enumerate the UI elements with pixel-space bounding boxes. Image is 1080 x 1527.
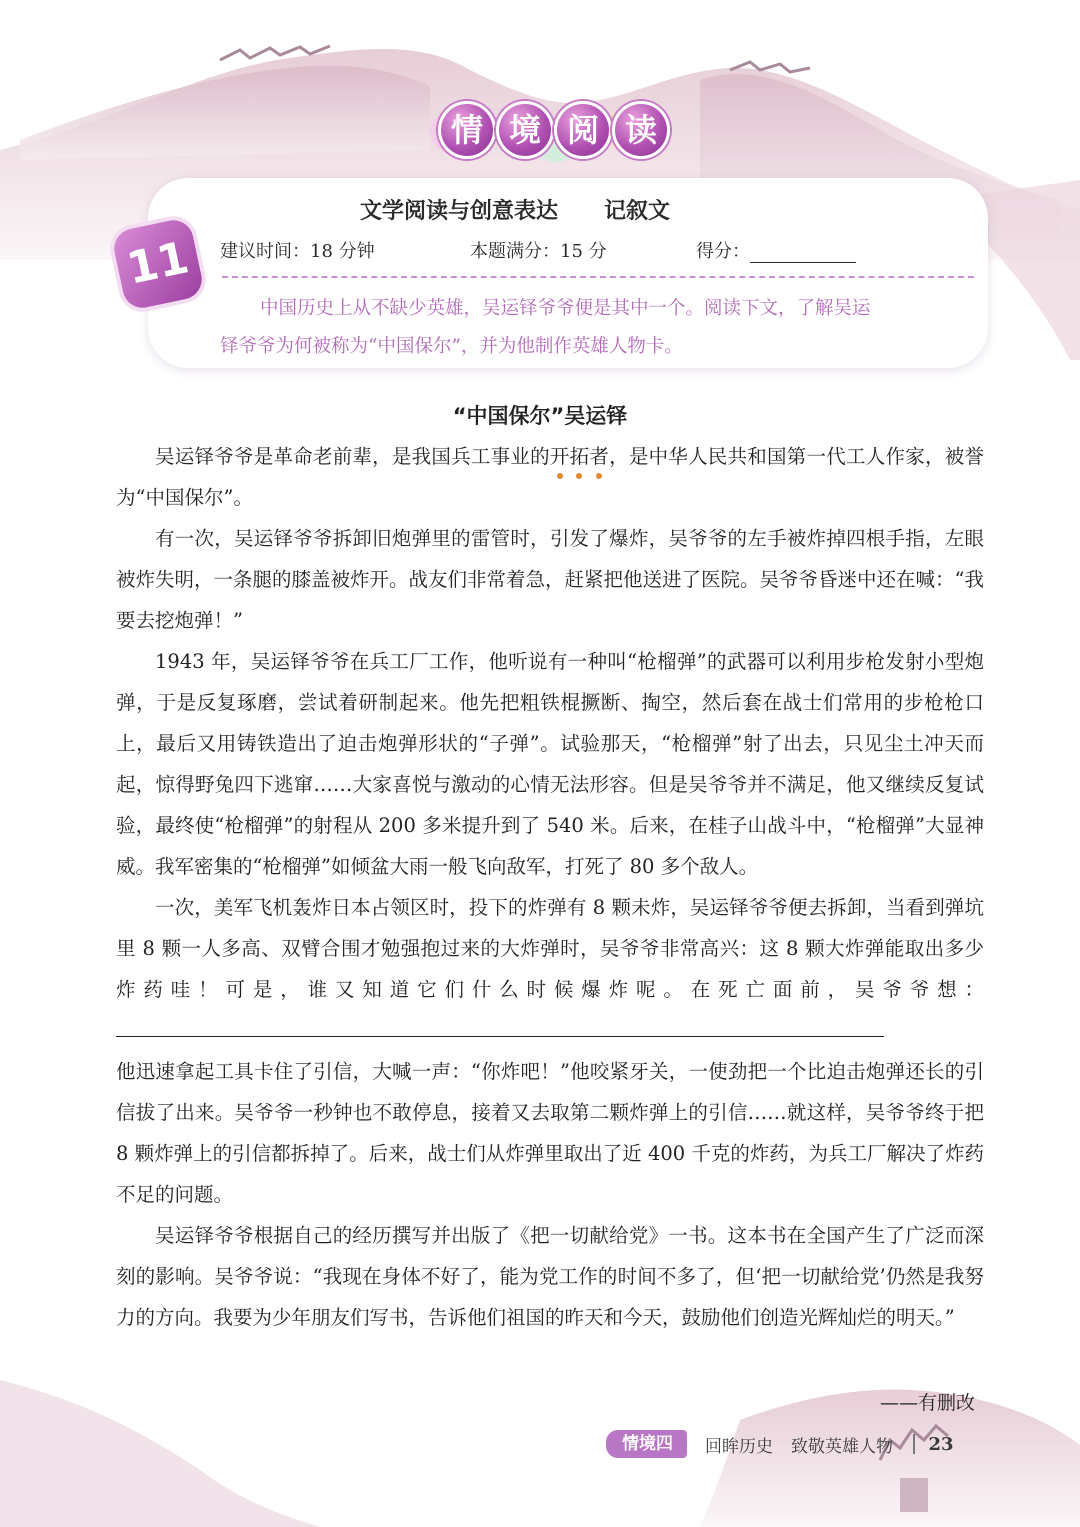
paragraph-text: 1943 年，吴运铎爷爷在兵工厂工作，他听说有一种叫“枪榴弹”的武器可以利用步枪发射小型炮弹，于是反复琢磨，尝试着研制起来。他先把粗铁棍撅断、掏空，然后套在战士们常用的步枪枪口上，最后又用铸铁造出了迫击炮弹形状的“子弹”。试验那天，“枪榴弹”射了出去，只见尘土冲天而起，惊得野兔四下逃窜……大家喜悦与激动的心情无法形容。但是吴爷爷并不满足，他又继续反复试验，最终使“枪榴弹”的射程从 200 多米提升到了 540 米。后来，在桂子山战斗中，“枪榴弹” bbox=[116, 650, 984, 837]
page-footer bbox=[606, 1430, 954, 1458]
paragraph-5: 吴运铎爷爷根据自己的经历撰写并出版了《把一切献给党》一书。这本书在全国产生了广泛而深刻的影响。吴爷爷说：“我现在身体不好了，能为党工作的时间不多了，但‘把一切献给党’仍然是我努力的方向。我要为少年朋友们写书，告诉他们祖国的昨天和今天，鼓励他们创造光辉灿烂的明天。” bbox=[116, 1224, 984, 1329]
footer-subsection: 致敬英雄人物 bbox=[791, 1436, 893, 1457]
banner-char: 阅 bbox=[554, 101, 612, 159]
answer-blank[interactable] bbox=[116, 1014, 884, 1037]
page-number: 23 bbox=[928, 1433, 954, 1455]
card-title bbox=[360, 194, 670, 225]
card-title-genre: 记叙文 bbox=[604, 199, 671, 224]
intro-line: 中国历史上从不缺少英雄，吴运铎爷爷便是其中一个。阅读下文，了解吴运 bbox=[260, 298, 871, 319]
suggested-time: 建议时间：18 分钟 bbox=[220, 241, 375, 262]
card-title-main: 文学阅读与创意表达 bbox=[360, 199, 559, 224]
score-label: 得分： bbox=[696, 241, 750, 262]
footer-section: 回眸历史 bbox=[705, 1436, 773, 1457]
full-score: 本题满分：15 分 bbox=[470, 241, 607, 262]
intro-text bbox=[220, 290, 980, 366]
section-banner bbox=[438, 98, 670, 162]
paragraph-2: 有一次，吴运铎爷爷拆卸旧炮弹里的雷管时，引发了爆炸，吴爷爷的左手被炸掉四根手指，左眼被炸失明，一条腿的膝盖被炸开。战友们非常着急，赶紧把他送进了医院。吴爷爷昏迷中还在喊：“我要去挖炮弹！” bbox=[116, 527, 984, 632]
banner-char: 读 bbox=[612, 101, 670, 159]
chapter-tag: 情境四 bbox=[606, 1430, 687, 1458]
paragraph-text: 。我军密集的“枪榴弹”如倾盆大雨一般飞向敌军，打死了 80 多个敌人。 bbox=[135, 855, 759, 878]
paragraph-text: ，是中华人民共和国第一代工人作家，被誉为“中国保尔”。 bbox=[116, 445, 984, 509]
paragraph-3 bbox=[116, 641, 984, 887]
banner-char: 情 bbox=[438, 101, 496, 159]
article-body bbox=[116, 436, 984, 1338]
paragraph-text: 一次，美军飞机轰炸日本占领区时，投下的炸弹有 8 颗未炸，吴运铎爷爷便去拆卸，当看到弹坑里 8 颗一人多高、双臂合围才勉强抱过来的大炸弹时，吴爷爷非常高兴：这 8 颗大炸弹能取出多少炸药哇！可是，谁又知道它们什么时候爆炸呢。在死亡面前，吴爷爷想： bbox=[116, 896, 984, 1001]
paragraph-4 bbox=[116, 887, 984, 1051]
footer-separator bbox=[913, 1434, 915, 1454]
score-blank[interactable] bbox=[750, 244, 856, 263]
dashed-divider bbox=[222, 276, 974, 278]
emphasized-text: 大显神威 bbox=[116, 814, 984, 878]
emphasized-text: 开拓者 bbox=[549, 445, 610, 468]
source-note: ——有删改 bbox=[880, 1392, 976, 1414]
paragraph-1 bbox=[116, 436, 984, 518]
paragraph-text: 吴运铎爷爷是革命老前辈，是我国兵工事业的 bbox=[155, 445, 550, 468]
banner-char: 境 bbox=[496, 101, 554, 159]
question-number: 11 bbox=[122, 232, 194, 295]
article-title: “中国保尔”吴运铎 bbox=[452, 404, 628, 428]
emphasized-word bbox=[550, 445, 609, 468]
paragraph-4-cont: 他迅速拿起工具卡住了引信，大喊一声：“你炸吧！”他咬紧牙关，一使劲把一个比迫击炮弹还长的引信拔了出来。吴爷爷一秒钟也不敢停息，接着又去取第二颗炸弹上的引信……就这样，吴爷爷终于把 8 颗炸弹上的引信都拆掉了。后来，战士们从炸弹里取出了近 400 千克的炸药，为兵工厂解决了炸药不足的问题。 bbox=[116, 1060, 984, 1206]
score-field bbox=[696, 237, 856, 263]
intro-line: 铎爷爷为何被称为“中国保尔”，并为他制作英雄人物卡。 bbox=[220, 336, 683, 357]
